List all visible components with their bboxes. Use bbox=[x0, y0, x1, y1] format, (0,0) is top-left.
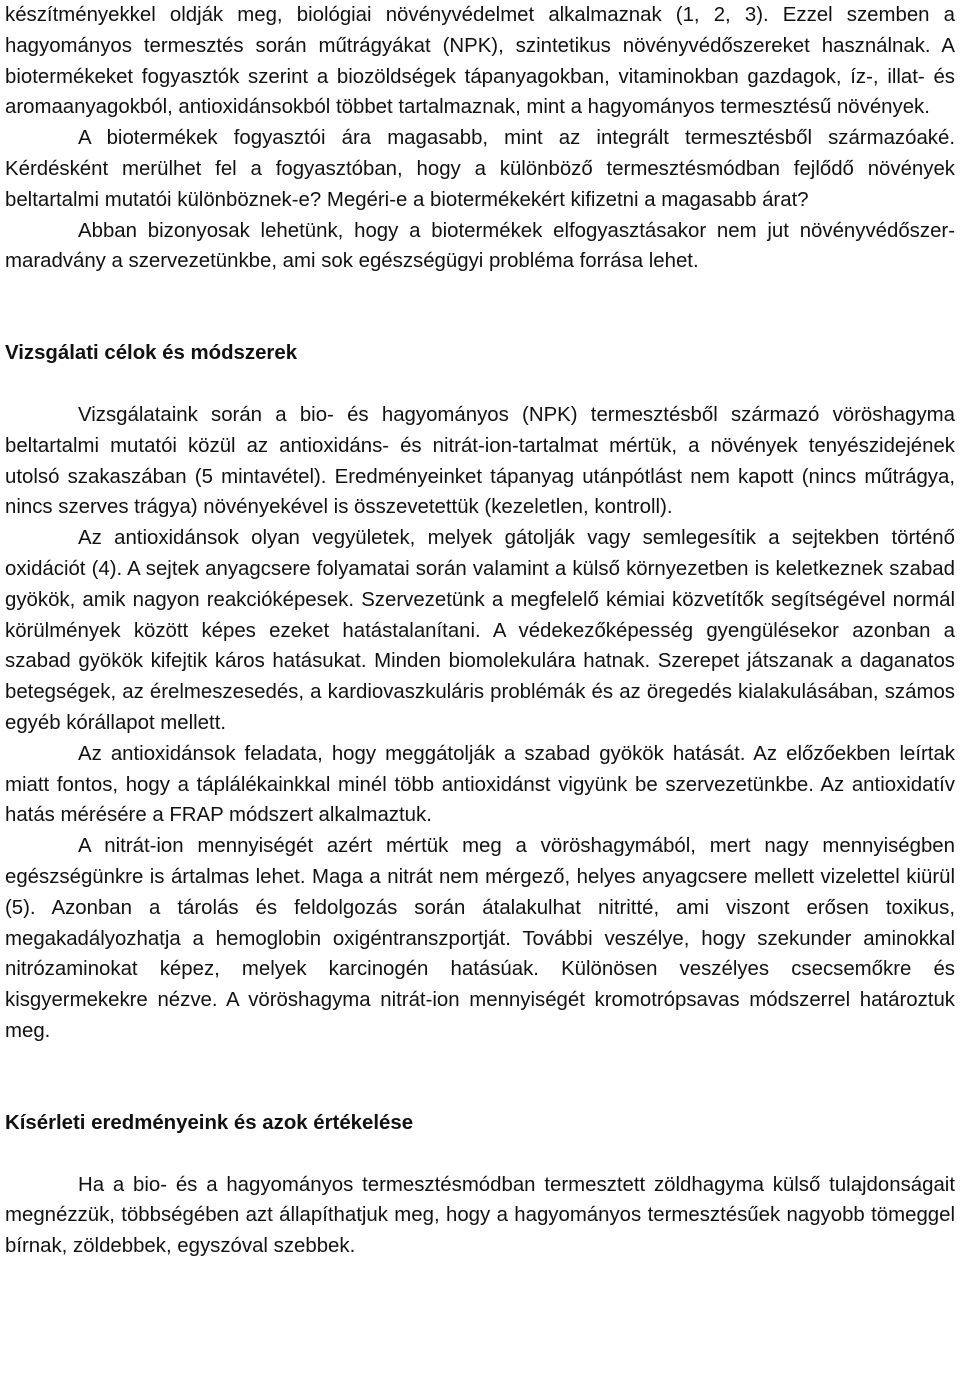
spacer bbox=[5, 277, 955, 338]
intro-paragraph-3: Abban bizonyosak lehetünk, hogy a biotermékek elfogyasztásakor nem jut növényvédőszer-maradvány a szervezetünkbe, ami sok egészségügyi probléma forrása lehet. bbox=[5, 219, 955, 273]
spacer bbox=[5, 1047, 955, 1108]
intro-paragraph-1: készítményekkel oldják meg, biológiai növényvédelmet alkalmaznak (1, 2, 3). Ezzel szemben a hagyományos termesztés során műtrágyákat (NPK), szintetikus növényvédőszereket használnak. A biotermékeket fogyasztók szerint a biozöldségek tápanyagokban, vitaminokban gazdagok, íz-, illat- és aromaanyagokból, antioxidánsokból többet tartalmaznak, mint a hagyományos termesztésű növények. bbox=[5, 4, 955, 119]
methods-paragraph-2: Az antioxidánsok olyan vegyületek, melyek gátolják vagy semlegesítik a sejtekben történő oxidációt (4). A sejtek anyagcsere folyamatai során valamint a külső környezetben is keletkeznek szabad gyökök, amik nagyon reakcióképesek. Szervezetünk a megfelelő kémiai közvetítők segítségével normál körülmények között képes ezeket hatástalanítani. A védekezőképesség gyengülésekor azonban a szabad gyökök kifejtik káros hatásukat. Minden biomolekulára hatnak. Szerepet játszanak a daganatos betegségek, az érelmeszesedés, a kardiovaszkuláris problémák és az öregedés kialakulásában, számos egyéb kórállapot mellett. bbox=[5, 527, 955, 734]
spacer bbox=[5, 1139, 955, 1170]
intro-paragraph-2: A biotermékek fogyasztói ára magasabb, mint az integrált termesztésből származóaké. Kérdésként merülhet fel a fogyasztóban, hogy a különböző termesztésmódban fejlődő növények beltartalmi mutatói különböznek-e? Megéri-e a biotermékekért kifizetni a magasabb árat? bbox=[5, 127, 955, 211]
methods-paragraph-3: Az antioxidánsok feladata, hogy meggátolják a szabad gyökök hatását. Az előzőekben leírtak miatt fontos, hogy a táplálékainkkal minél több antioxidánst vigyünk be szervezetünkbe. Az antioxidatív hatás mérésére a FRAP módszert alkalmaztuk. bbox=[5, 742, 955, 827]
results-paragraph-1: Ha a bio- és a hagyományos termesztésmódban termesztett zöldhagyma külső tulajdonságait megnézzük, többségében azt állapíthatjuk meg, hogy a hagyományos termesztésűek nagyobb tömeggel bírnak, zöldebbek, egyszóval szebbek. bbox=[5, 1173, 955, 1258]
methods-paragraph-4: A nitrát-ion mennyiségét azért mértük meg a vöröshagymából, mert nagy mennyiségben egészségünkre is ártalmas lehet. Maga a nitrát nem mérgező, helyes anyagcsere mellett vizelettel kiürül (5). Azonban a tárolás és feldolgozás során átalakulhat nitritté, ami viszont erősen toxikus, megakadályozhatja a hemoglobin oxigéntranszportját. További veszélye, hogy szekunder aminokkal nitrózaminokat képez, melyek karcinogén hatásúak. Különösen veszélyes csecsemőkre és kisgyermekekre nézve. A vöröshagyma nitrát-ion mennyiségét kromotrópsavas módszerrel határoztuk meg. bbox=[5, 835, 955, 1042]
document-page bbox=[5, 0, 955, 1262]
methods-paragraph-1: Vizsgálataink során a bio- és hagyományos (NPK) termesztésből származó vöröshagyma beltartalmi mutatói közül az antioxidáns- és nitrát-ion-tartalmat mértük, a növények tenyészidejének utolsó szakaszában (5 mintavétel). Eredményeinket tápanyag utánpótlást nem kapott (nincs műtrágya, nincs szerves trágya) növényekével is összevetettük (kezeletlen, kontroll). bbox=[5, 403, 955, 519]
section-heading-results: Kísérleti eredményeink és azok értékelése bbox=[5, 1111, 414, 1134]
section-heading-methods: Vizsgálati célok és módszerek bbox=[5, 342, 298, 365]
spacer bbox=[5, 369, 955, 400]
